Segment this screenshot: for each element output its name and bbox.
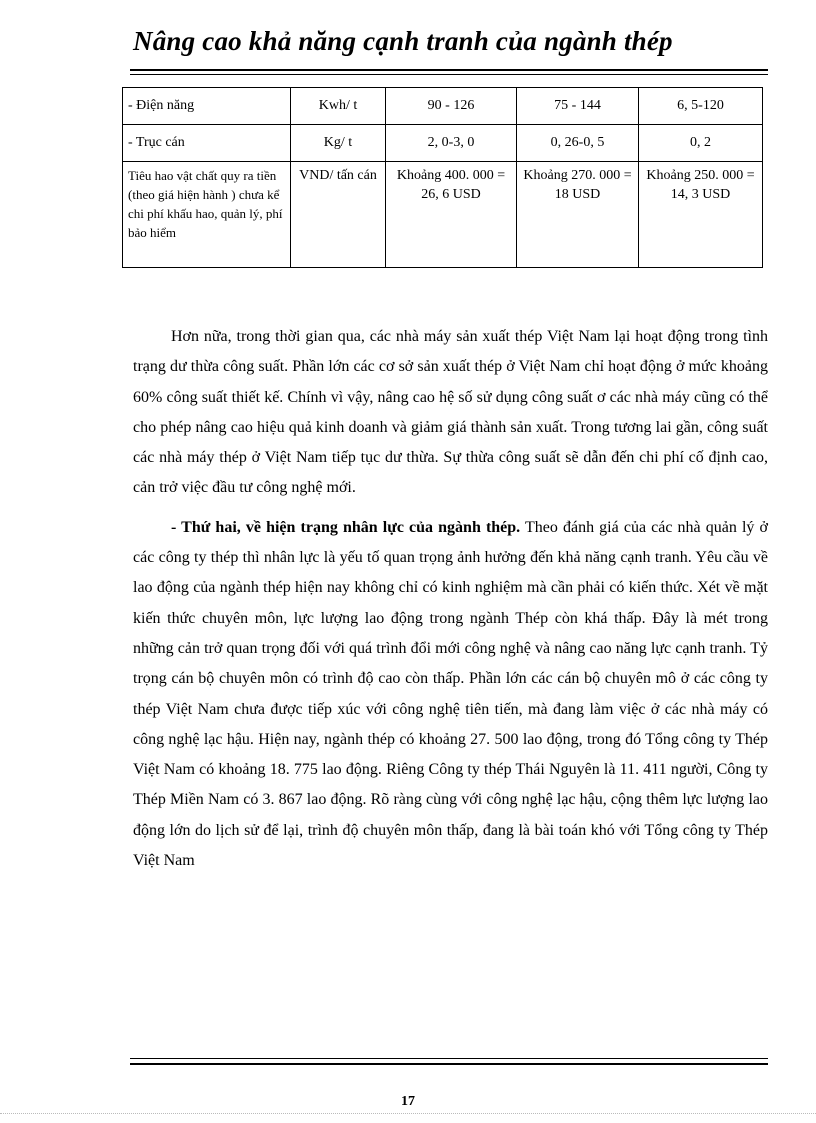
table-cell: 6, 5-120 (639, 88, 763, 125)
footer-rule-thin (130, 1058, 768, 1059)
table-cell: Khoảng 250. 000 = 14, 3 USD (639, 162, 763, 268)
paragraph-2 (133, 513, 768, 877)
table-cell: VND/ tấn cán (291, 162, 386, 268)
table-row (123, 125, 763, 162)
table-cell: Khoảng 270. 000 = 18 USD (517, 162, 639, 268)
table-cell: 75 - 144 (517, 88, 639, 125)
consumption-table (122, 87, 763, 268)
table-row (123, 162, 763, 268)
table-cell: Tiêu hao vật chất quy ra tiền (theo giá hiện hành ) chưa kể chi phí khấu hao, quản lý, phí bảo hiểm (123, 162, 291, 268)
table-row (123, 88, 763, 125)
paragraph-2-text: Theo đánh giá của các nhà quản lý ở các công ty thép thì nhân lực là yếu tố quan trọng ảnh hưởng đến khả năng cạnh tranh. Yêu cầu về lao động của ngành thép hiện nay không chỉ có kinh nghiệm mà cần phải có kiến thức. Xét về mặt kiến thức chuyên môn, lực lượng lao động trong ngành Thép còn khá thấp. Đây là mét trong những cản trở quan trọng đối với quá trình đổi mới công nghệ và nâng cao năng lực cạnh tranh. Tỷ trọng cán bộ chuyên môn có trình độ cao còn thấp. Phần lớn các cán bộ chuyên mô ở các công ty thép Việt Nam chưa được tiếp xúc với công nghệ tiên tiến, mà đang làm việc ở các nhà máy có công nghệ lạc hậu. Hiện nay, ngành thép có khoảng 27. 500 lao động, trong đó Tổng công ty Thép Việt Nam có khoảng 18. 775 lao động. Riêng Công ty thép Thái Nguyên là 11. 411 người, Công ty Thép Miền Nam có 3. 867 lao động. Rõ ràng cùng với công nghệ lạc hậu, cộng thêm lực lượng lao động lớn do lịch sử để lại, trình độ chuyên môn thấp, đang là bài toán khó với Tổng công ty Thép Việt Nam (133, 518, 768, 870)
table-cell: 0, 26-0, 5 (517, 125, 639, 162)
header-rule-thick (130, 69, 768, 71)
body-text (133, 322, 768, 885)
page-number: 17 (401, 1094, 415, 1109)
footer-rule-thick (130, 1063, 768, 1065)
table-cell: Kg/ t (291, 125, 386, 162)
page-edge-dotted-line (0, 1113, 816, 1114)
table-cell: 2, 0-3, 0 (386, 125, 517, 162)
table-cell: - Điện năng (123, 88, 291, 125)
paragraph-1: Hơn nữa, trong thời gian qua, các nhà máy sản xuất thép Việt Nam lại hoạt động trong tình trạng dư thừa công suất. Phần lớn các cơ sở sản xuất thép ở Việt Nam chỉ hoạt động ở mức khoảng 60% công suất thiết kế. Chính vì vậy, nâng cao hệ số sử dụng công suất ơ các nhà máy cũng có thể cho phép nâng cao hiệu quả kinh doanh và giảm giá thành sản xuất. Trong tương lai gần, công suất các nhà máy thép ở Việt Nam tiếp tục dư thừa. Sự thừa công suất sẽ dẫn đến chi phí cố định cao, cản trở việc đầu tư công nghệ mới. (133, 328, 768, 497)
table-cell: 0, 2 (639, 125, 763, 162)
header-rule-thin (130, 74, 768, 75)
page-title: Nâng cao khả năng cạnh tranh của ngành thép (133, 26, 673, 56)
table-cell: 90 - 126 (386, 88, 517, 125)
paragraph-2-heading: - Thứ hai, về hiện trạng nhân lực của ngành thép. (171, 518, 521, 536)
table-cell: Khoảng 400. 000 = 26, 6 USD (386, 162, 517, 268)
table-cell: - Trục cán (123, 125, 291, 162)
table-cell: Kwh/ t (291, 88, 386, 125)
